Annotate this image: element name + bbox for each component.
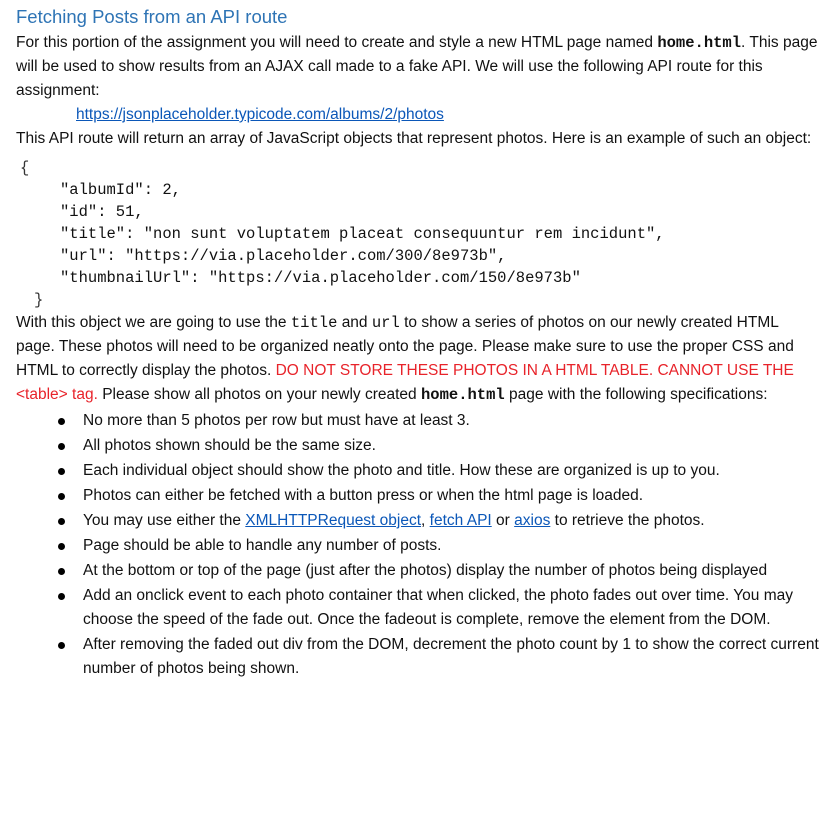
list-item <box>56 534 821 558</box>
list-item-text: Page should be able to handle any number of posts. <box>83 537 442 554</box>
bullet-icon <box>58 493 65 500</box>
list-item-text-sep: , <box>421 512 426 529</box>
spec-intro-text-2: page with the following specifications: <box>509 386 768 403</box>
spec-list <box>16 409 821 681</box>
axios-link[interactable]: axios <box>514 512 551 529</box>
json-close-brace: } <box>34 291 44 309</box>
body-paragraph <box>16 311 821 407</box>
list-item-text: Photos can either be fetched with a button press or when the html page is loaded. <box>83 487 644 504</box>
intro-text: For this portion of the assignment you will need to create and style a new HTML page named <box>16 34 653 51</box>
api-route-line <box>76 103 821 127</box>
returns-paragraph: This API route will return an array of JavaScript objects that represent photos. Here is an example of such an object: <box>16 130 812 147</box>
bullet-icon <box>58 418 65 425</box>
list-item <box>56 409 821 433</box>
spec-filename: home.html <box>421 386 505 404</box>
bullet-icon <box>58 543 65 550</box>
json-line: "albumId": 2, <box>60 181 181 199</box>
bullet-icon <box>58 468 65 475</box>
json-example <box>16 157 821 311</box>
bullet-icon <box>58 593 65 600</box>
bullet-icon <box>58 518 65 525</box>
list-item <box>56 559 821 583</box>
json-open-brace: { <box>20 159 30 177</box>
bullet-icon <box>58 443 65 450</box>
list-item <box>56 459 821 483</box>
json-line: "id": 51, <box>60 203 144 221</box>
list-item-text: After removing the faded out div from the DOM, decrement the photo count by 1 to show the correct current number of photos being shown. <box>83 636 819 677</box>
list-item-text: Add an onclick event to each photo container that when clicked, the photo fades out over time. You may choose the speed of the fade out. Once the fadeout is complete, remove the element from the DOM. <box>83 587 794 628</box>
bullet-icon <box>58 642 65 649</box>
intro-filename: home.html <box>657 34 742 52</box>
title-field: title <box>290 314 338 332</box>
body-text-and: and <box>341 314 368 331</box>
list-item <box>56 434 821 458</box>
xmlhttprequest-link[interactable]: XMLHTTPRequest object <box>245 512 422 529</box>
warning-text: DO NOT STORE THESE PHOTOS IN A HTML TABLE. CANNOT USE THE <table> tag. <box>16 362 794 403</box>
list-item-text: At the bottom or top of the page (just after the photos) display the number of photos being displayed <box>83 562 768 579</box>
json-line: "url": "https://via.placeholder.com/300/8e973b", <box>60 247 507 265</box>
json-line: "title": "non sunt voluptatem placeat consequuntur rem incidunt", <box>60 225 665 243</box>
spec-intro-text: Please show all photos on your newly created <box>102 386 417 403</box>
list-item-text-post: to retrieve the photos. <box>554 512 705 529</box>
list-item-text: No more than 5 photos per row but must have at least 3. <box>83 412 470 429</box>
list-item-text: Each individual object should show the photo and title. How these are organized is up to you. <box>83 462 720 479</box>
intro-text-2: . This page will be used to show results from an AJAX call made to a fake API. We will use the following API route for this assignment: <box>16 34 818 99</box>
list-item <box>56 633 821 681</box>
list-item-text-or: or <box>496 512 510 529</box>
api-route-link[interactable]: https://jsonplaceholder.typicode.com/albums/2/photos <box>76 106 444 123</box>
json-line: "thumbnailUrl": "https://via.placeholder.com/150/8e973b" <box>60 269 581 287</box>
bullet-icon <box>58 568 65 575</box>
fetch-api-link[interactable]: fetch API <box>429 512 492 529</box>
body-text: With this object we are going to use the <box>16 314 287 331</box>
list-item-text: All photos shown should be the same size. <box>83 437 376 454</box>
list-item-text: You may use either the <box>83 512 241 529</box>
list-item <box>56 484 821 508</box>
list-item <box>56 584 821 632</box>
body-text-post: to show a series of photos on our newly created HTML page. These photos will need to be organized neatly onto the page. Please make sure to use the proper CSS and HTML to correctly display the photos. <box>16 314 794 379</box>
page-title: Fetching Posts from an API route <box>16 6 288 27</box>
intro-paragraph <box>16 31 821 103</box>
list-item <box>56 509 821 533</box>
url-field: url <box>371 314 400 332</box>
